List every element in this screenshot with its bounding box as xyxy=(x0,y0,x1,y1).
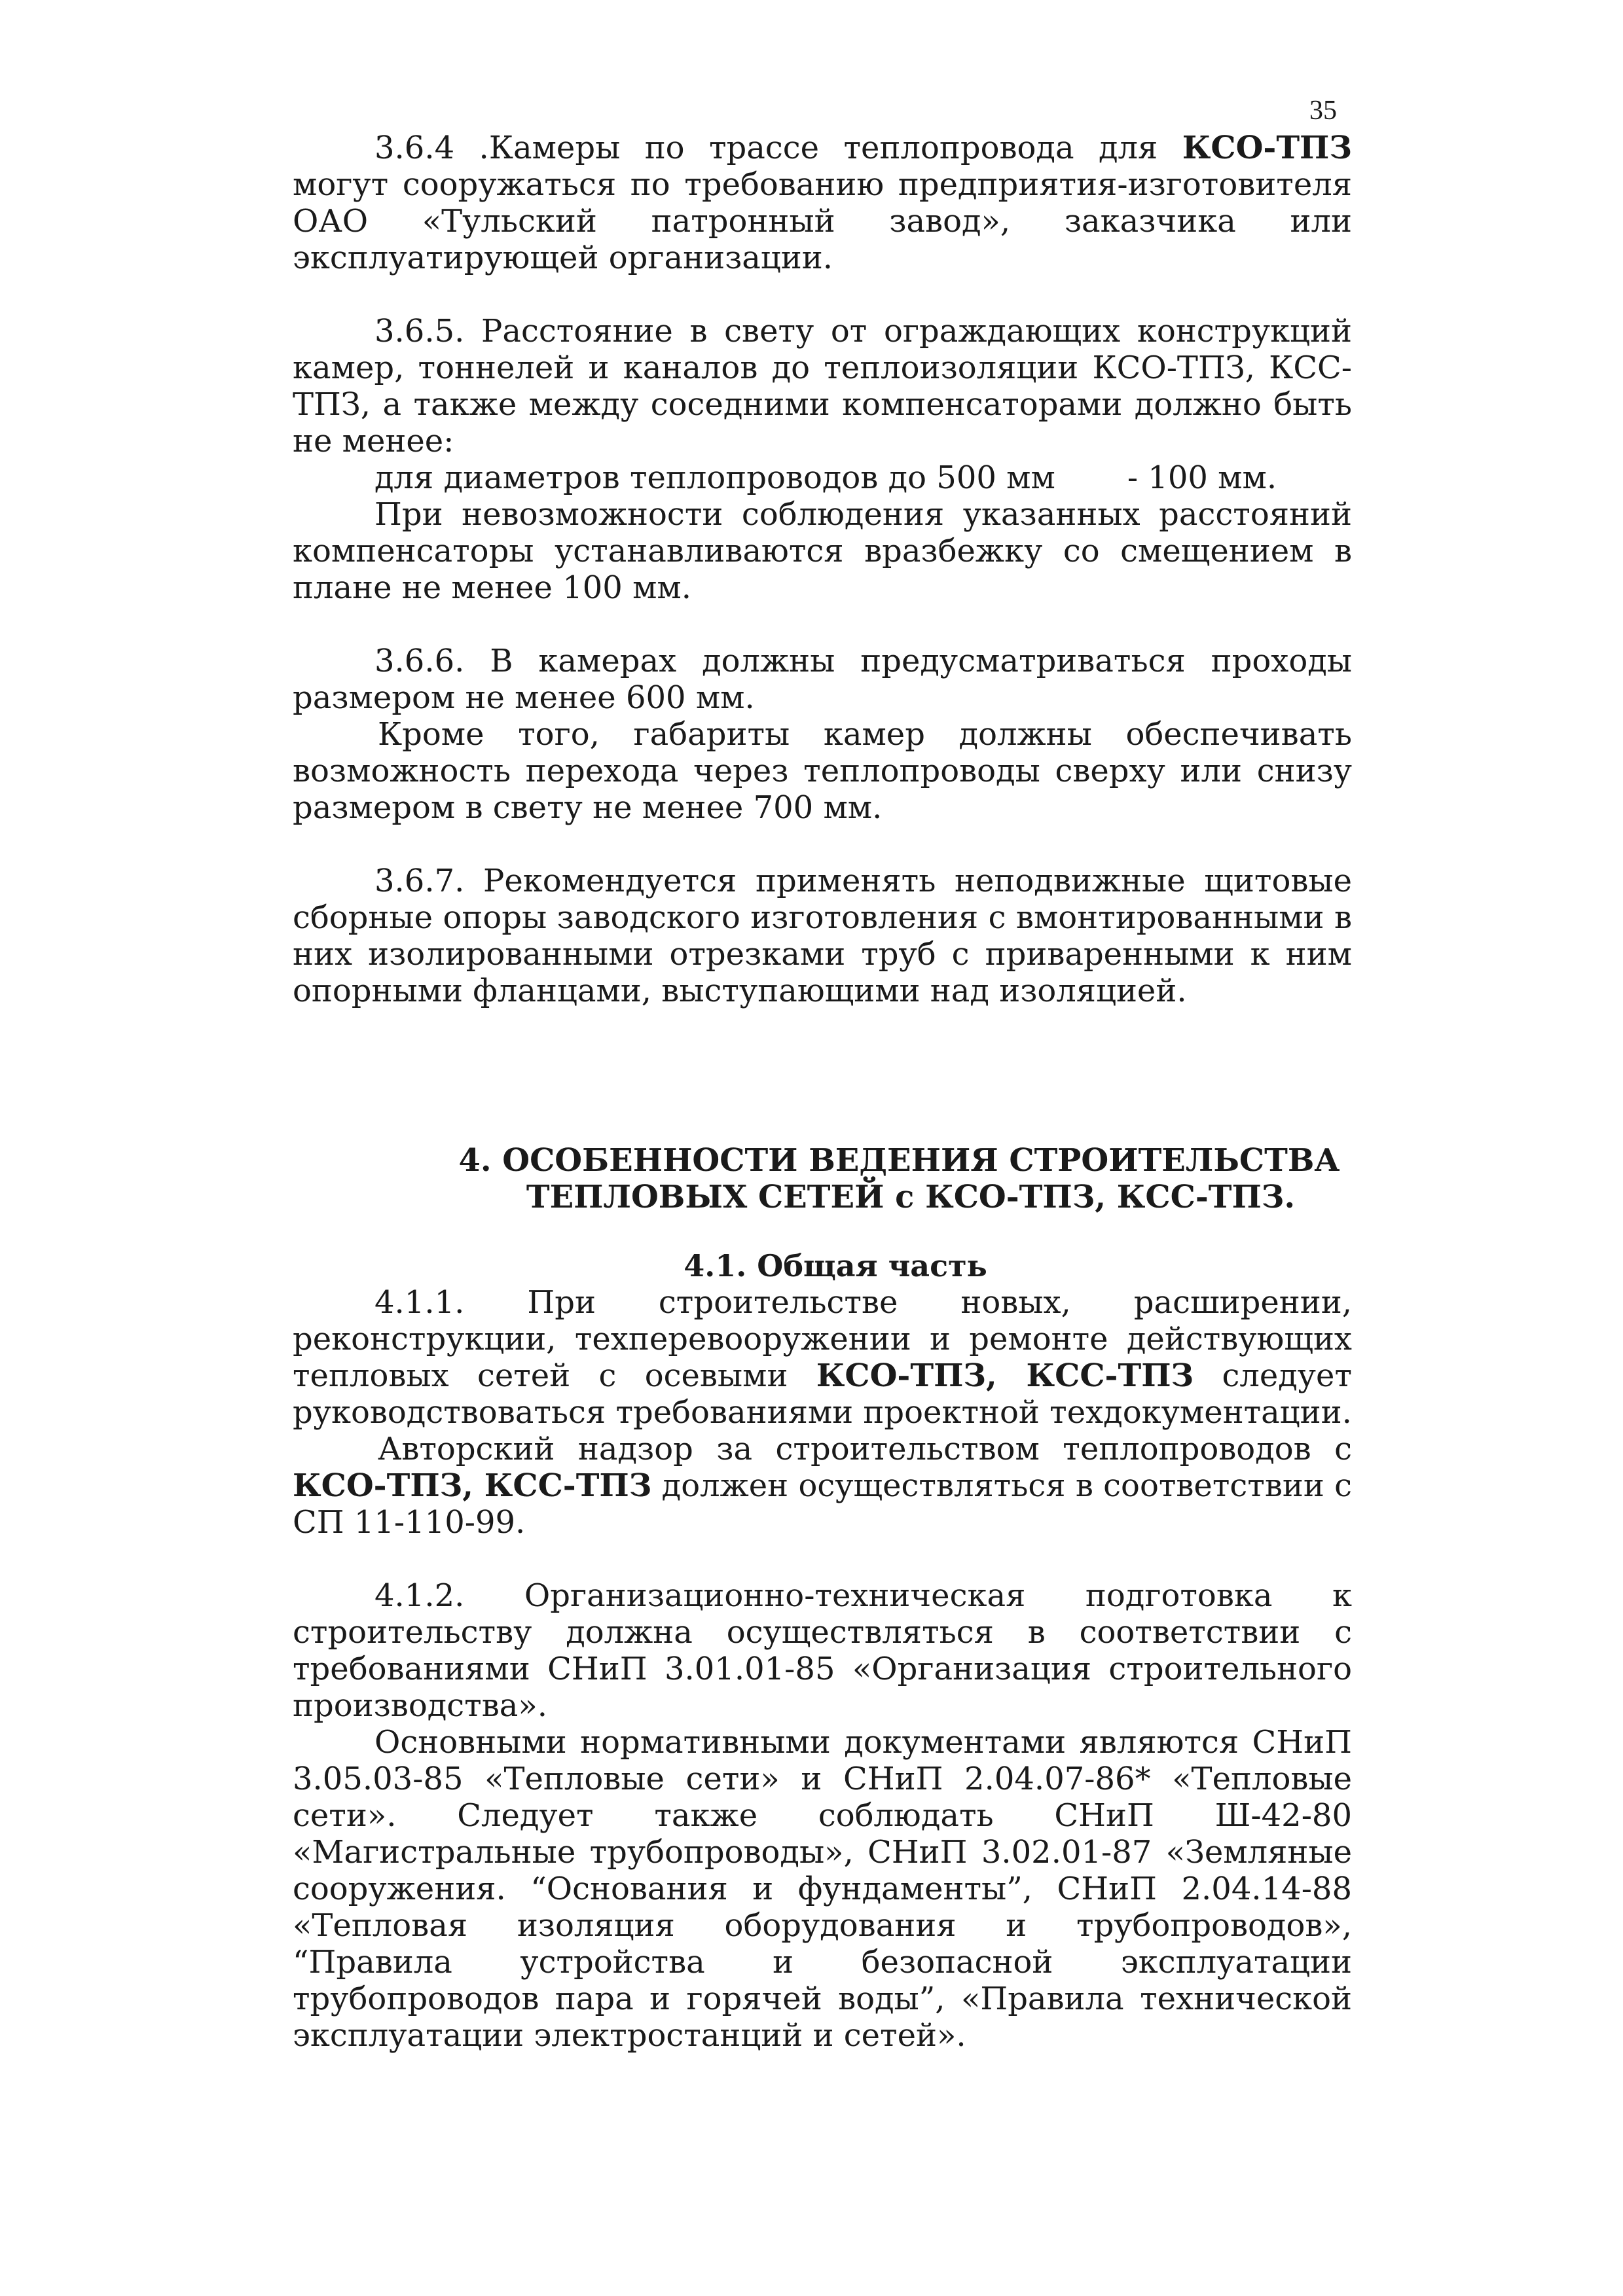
section-4-heading-line1: 4. ОСОБЕННОСТИ ВЕДЕНИЯ СТРОИТЕЛЬСТВА xyxy=(458,1142,1340,1179)
section-4-1-body xyxy=(293,1284,1352,2054)
paragraph-4-1-1: 4.1.1. При строительстве новых, расширении, реконструкции, техперевооружении и ремонте действующих тепловых сетей с осевыми КСО-ТПЗ, КСС-ТПЗ следует руководствоваться требованиями проектной техдокументации. xyxy=(293,1284,1353,1431)
paragraph-3-6-5-distance: для диаметров теплопроводов до 500 мм - 100 мм. xyxy=(374,459,1277,496)
paragraph-3-6-5-note: При невозможности соблюдения указанных расстояний компенсаторы устанавливаются вразбежку со смещением в плане не менее 100 мм. xyxy=(293,496,1352,606)
section-4-heading-line2: ТЕПЛОВЫХ СЕТЕЙ с КСО-ТПЗ, КСС-ТПЗ. xyxy=(526,1179,1296,1215)
product-name: КСО-ТПЗ, КСС-ТПЗ xyxy=(816,1357,1194,1394)
paragraph-4-1-2: 4.1.2. Организационно-техническая подготовка к строительству должна осуществляться в соответствии с требованиями СНиП 3.01.01-85 «Организация строительного производства». xyxy=(293,1577,1352,1724)
paragraph-4-1-1-supervision: Авторский надзор за строительством теплопроводов с КСО-ТПЗ, КСС-ТПЗ должен осуществляться в соответствии с СП 11-110-99. xyxy=(293,1431,1353,1541)
product-name: КСО-ТПЗ xyxy=(1182,130,1352,166)
paragraph-3-6-4: 3.6.4 .Камеры по трассе теплопровода для КСО-ТПЗ могут сооружаться по требованию предприятия-изготовителя ОАО «Тульский патронный завод», заказчика или эксплуатирующей организации. xyxy=(293,130,1352,276)
paragraph-3-6-7: 3.6.7. Рекомендуется применять неподвижные щитовые сборные опоры заводского изготовления с вмонтированными в них изолированными отрезками труб с приваренными к ним опорными фланцами, выступающими над изоляцией. xyxy=(293,863,1352,1009)
section-4-heading xyxy=(293,1142,1352,1215)
product-name: КСО-ТПЗ, КСС-ТПЗ xyxy=(293,1467,652,1504)
subsection-4-1-heading: 4.1. Общая часть xyxy=(684,1248,987,1283)
page-number: 35 xyxy=(1309,96,1337,126)
paragraph-4-1-2-documents: Основными нормативными документами являются СНиП 3.05.03-85 «Тепловые сети» и СНиП 2.04.07-86* «Тепловые сети». Следует также соблюдать СНиП Ш-42-80 «Магистральные трубопроводы», СНиП 3.02.01-87 «Земляные сооружения. “Основания и фундаменты”, СНиП 2.04.14-88 «Тепловая изоляция оборудования и трубопроводов», “Правила устройства и безопасной эксплуатации трубопроводов пара и горячей воды”, «Правила технической эксплуатации электростанций и сетей». xyxy=(293,1724,1352,2054)
section-3-6-body xyxy=(293,130,1352,1009)
paragraph-3-6-6-cont: Кроме того, габариты камер должны обеспечивать возможность перехода через теплопроводы сверху или снизу размером в свету не менее 700 мм. xyxy=(293,716,1352,826)
paragraph-3-6-6: 3.6.6. В камерах должны предусматриваться проходы размером не менее 600 мм. xyxy=(293,643,1352,716)
paragraph-3-6-5: 3.6.5. Расстояние в свету от ограждающих конструкций камер, тоннелей и каналов до теплоизоляции КСО-ТПЗ, КСС-ТПЗ, а также между соседними компенсаторами должно быть не менее: xyxy=(293,313,1352,459)
paragraph-number: 3.6.4 . xyxy=(374,130,489,166)
